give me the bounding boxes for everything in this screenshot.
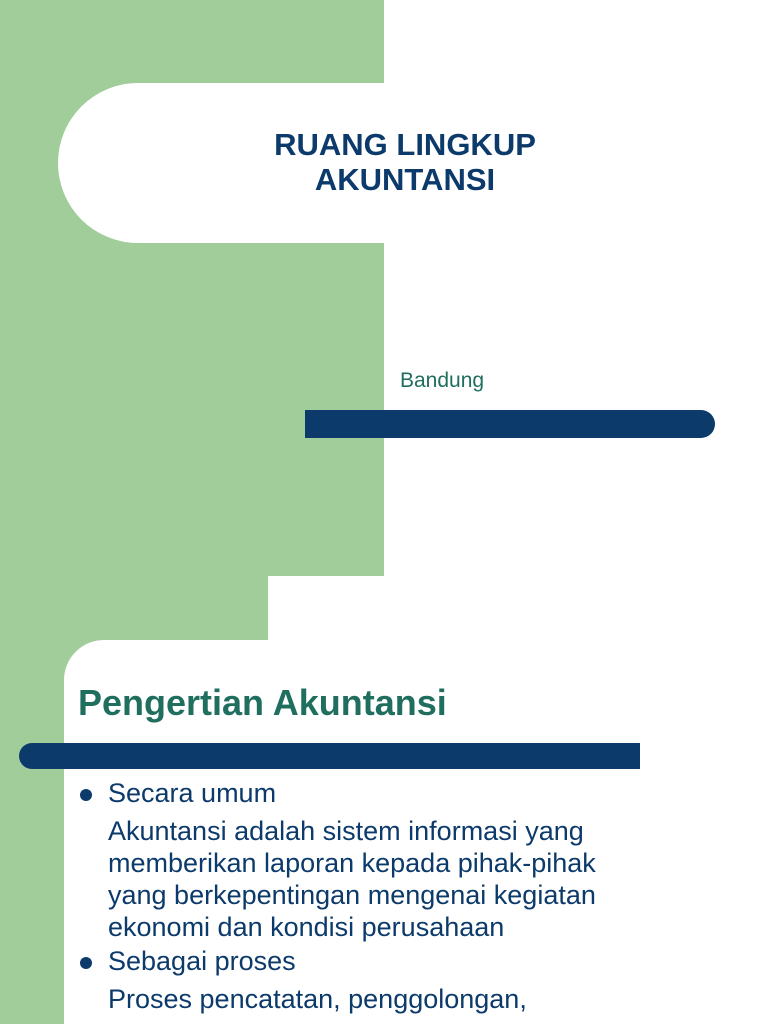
bullet-body-line: ekonomi dan kondisi perusahaan [108, 912, 505, 942]
bullet-body-line: yang berkepentingan mengenai kegiatan [108, 880, 596, 910]
bullet-body [108, 815, 758, 943]
bullet-dot-icon [80, 789, 92, 801]
slide-subtitle: Bandung [400, 369, 485, 392]
bullet-body-line: memberikan laporan kepada pihak-pihak [108, 848, 596, 878]
bullet-list [78, 777, 758, 1017]
accent-bar [305, 410, 715, 438]
slide-title-line-2: AKUNTANSI [314, 162, 496, 197]
bullet-heading: Secara umum [108, 778, 277, 808]
bullet-body-line: Akuntansi adalah sistem informasi yang [108, 816, 584, 846]
slide-title-line-1: RUANG LINGKUP [274, 127, 536, 162]
bullet-heading: Sebagai proses [108, 946, 296, 976]
list-item [78, 945, 758, 1015]
bullet-body-line: Proses pencatatan, penggolongan, [108, 984, 527, 1014]
green-panel-strip [0, 640, 64, 1024]
bullet-body [108, 983, 758, 1015]
slide-title [210, 127, 600, 197]
list-item [78, 777, 758, 943]
accent-bar [19, 743, 640, 769]
bullet-dot-icon [80, 957, 92, 969]
content-slide [0, 576, 768, 1024]
content-title: Pengertian Akuntansi [78, 682, 447, 723]
